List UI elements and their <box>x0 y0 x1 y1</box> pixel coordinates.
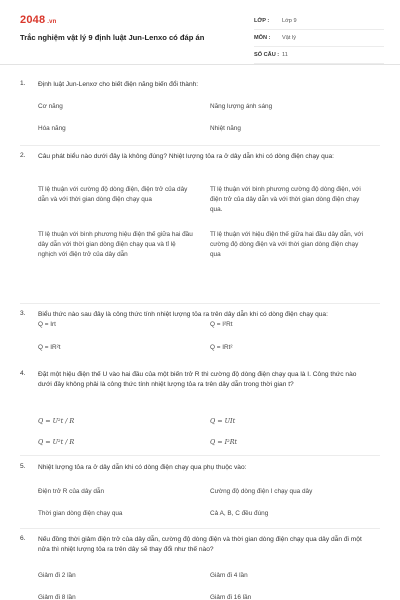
option-a[interactable]: Cơ năng <box>38 103 63 110</box>
option-c[interactable]: Hóa năng <box>38 125 66 132</box>
option-c[interactable]: Q = U²t / R <box>38 438 75 446</box>
option-c[interactable]: Q = IR²t <box>38 344 61 351</box>
option-d[interactable]: Cả A, B, C đều đúng <box>210 510 269 517</box>
quiz-page: 2048 .vn Trắc nghiệm vật lý 9 định luật Jun-Lenxo có đáp án LỚP : Lớp 9 MÔN : Vật lý SỐ CÂU : 11 1. Định luật Jun-Lenxơ cho biết điện năng biến đổi thành: Cơ năng Năng lượng ánh sáng Hóa năng Nhiệt năng 2. Câu phát biểu nào dưới đây là không đúng? Nhiệt lượng tỏa ra ở dây dẫn khi có dòng điện chạy qua: Tỉ lệ thuận với cường độ dòng điện, điện trở của dây dẫn và với thời gian dòng điện chạy qua Tỉ lệ thuận với bình phương cường độ dòng điện, với điện trở của dây dẫn và với thời gian dòng điện chạy qua. Tỉ lệ thuận với bình phương hiệu điện thế giữa hai đầu dây dẫn với thời gian dòng điện chạy qua và tỉ lệ nghịch với điện trở của dây dẫn Tỉ lệ thuận với hiệu điện thế giữa hai đầu dây dẫn, với cường độ dòng điện và với thời gian dòng điện chạy qua 3. Biểu thức nào sau đây là công thức tính nhiệt lượng tỏa ra trên dây dẫn khi có dòng điện chạy qua: Q = Irt Q = I²Rt Q = IR²t Q = IRt² 4. Đặt một hiệu điện thế U vào hai đầu của một biến trở R thì cường độ dòng điện chạy qua là I. Công thức nào dưới đây không phải là công thức tính nhiệt lượng tỏa ra trên dây dẫn trong thời gian t? Q = U²t / R Q = UIt Q = U²t / R Q = I²Rt 5. Nhiệt lượng tỏa ra ở dây dẫn khi có dòng điện chạy qua phụ thuộc vào: Điện trở R của dây dẫn Cường độ dòng điện I chạy qua dây Thời gian dòng điện chạy qua Cả A, B, C đều đúng 6. Nếu đồng thời giảm điện trở của dây dẫn, cường độ dòng điện và thời gian dòng điện chạy qua dây dẫn đi một nửa thì nhiệt lượng tỏa ra trên dây sẽ thay đổi như thế nào? Giảm đi 2 lần Giảm đi 4 lần Giảm đi 8 lần Giảm đi 16 lần <box>0 0 400 600</box>
option-d[interactable]: Q = I²Rt <box>210 438 238 446</box>
option-b[interactable]: Q = I²Rt <box>210 321 233 328</box>
option-d[interactable]: Giảm đi 16 lần <box>210 594 252 600</box>
option-b[interactable]: Năng lượng ánh sáng <box>210 103 273 110</box>
question-text: Định luật Jun-Lenxơ cho biết điện năng biến đổi thành: <box>38 81 199 88</box>
divider <box>20 303 380 304</box>
option-b[interactable]: Cường độ dòng điện I chạy qua dây <box>210 488 313 495</box>
question-text: Nhiệt lượng tỏa ra ở dây dẫn khi có dòng điện chạy qua phụ thuộc vào: <box>38 464 247 471</box>
option-a[interactable]: Giảm đi 2 lần <box>38 572 76 579</box>
site-logo[interactable]: 2048 .vn <box>20 14 57 26</box>
option-b[interactable]: Tỉ lệ thuận với bình phương cường độ dòng điện, với điện trở của dây dẫn và với thời gian dòng điện chạy qua. <box>210 186 361 213</box>
option-c[interactable]: Thời gian dòng điện chạy qua <box>38 510 123 517</box>
divider <box>20 145 380 146</box>
option-a[interactable]: Q = Irt <box>38 321 56 328</box>
option-a[interactable]: Tỉ lệ thuận với cường độ dòng điện, điện trở của dây dẫn và với thời gian dòng điện chạy qua <box>38 186 188 203</box>
divider <box>20 528 380 529</box>
option-a[interactable]: Điện trở R của dây dẫn <box>38 488 105 495</box>
meta-question-count: SỐ CÂU : 11 <box>254 47 384 64</box>
page-title: Trắc nghiệm vật lý 9 định luật Jun-Lenxo có đáp án <box>20 33 205 42</box>
page-header <box>0 0 400 65</box>
option-c[interactable]: Giảm đi 8 lần <box>38 594 76 600</box>
meta-subject: MÔN : Vật lý <box>254 30 384 47</box>
meta-grade: LỚP : Lớp 9 <box>254 13 384 30</box>
divider <box>20 455 380 456</box>
option-d[interactable]: Tỉ lệ thuận với hiệu điện thế giữa hai đầu dây dẫn, với cường độ dòng điện và với thời gian dòng điện chạy qua <box>210 231 363 258</box>
question-text: Biểu thức nào sau đây là công thức tính nhiệt lượng tỏa ra trên dây dẫn khi có dòng điện chạy qua: <box>38 311 328 318</box>
option-b[interactable]: Q = UIt <box>210 417 236 425</box>
option-d[interactable]: Q = IRt² <box>210 344 233 351</box>
question-text: Đặt một hiệu điện thế U vào hai đầu của một biến trở R thì cường độ dòng điện chạy qua là I. Công thức nào dưới đây không phải là công thức tính nhiệt lượng tỏa ra trên dây dẫn trong thời gian t? <box>38 371 357 388</box>
question-text: Nếu đồng thời giảm điện trở của dây dẫn, cường độ dòng điện và thời gian dòng điện chạy qua dây dẫn đi một nửa thì nhiệt lượng tỏa ra trên dây sẽ thay đổi như thế nào? <box>38 536 362 553</box>
option-c[interactable]: Tỉ lệ thuận với bình phương hiệu điện thế giữa hai đầu dây dẫn với thời gian dòng điện chạy qua và tỉ lệ nghịch với điện trở của dây dẫn <box>38 231 193 258</box>
option-d[interactable]: Nhiệt năng <box>210 125 241 132</box>
option-b[interactable]: Giảm đi 4 lần <box>210 572 248 579</box>
option-a[interactable]: Q = U²t / R <box>38 417 75 425</box>
quiz-meta <box>254 13 384 64</box>
question-text: Câu phát biểu nào dưới đây là không đúng? Nhiệt lượng tỏa ra ở dây dẫn khi có dòng điện chạy qua: <box>38 153 335 160</box>
